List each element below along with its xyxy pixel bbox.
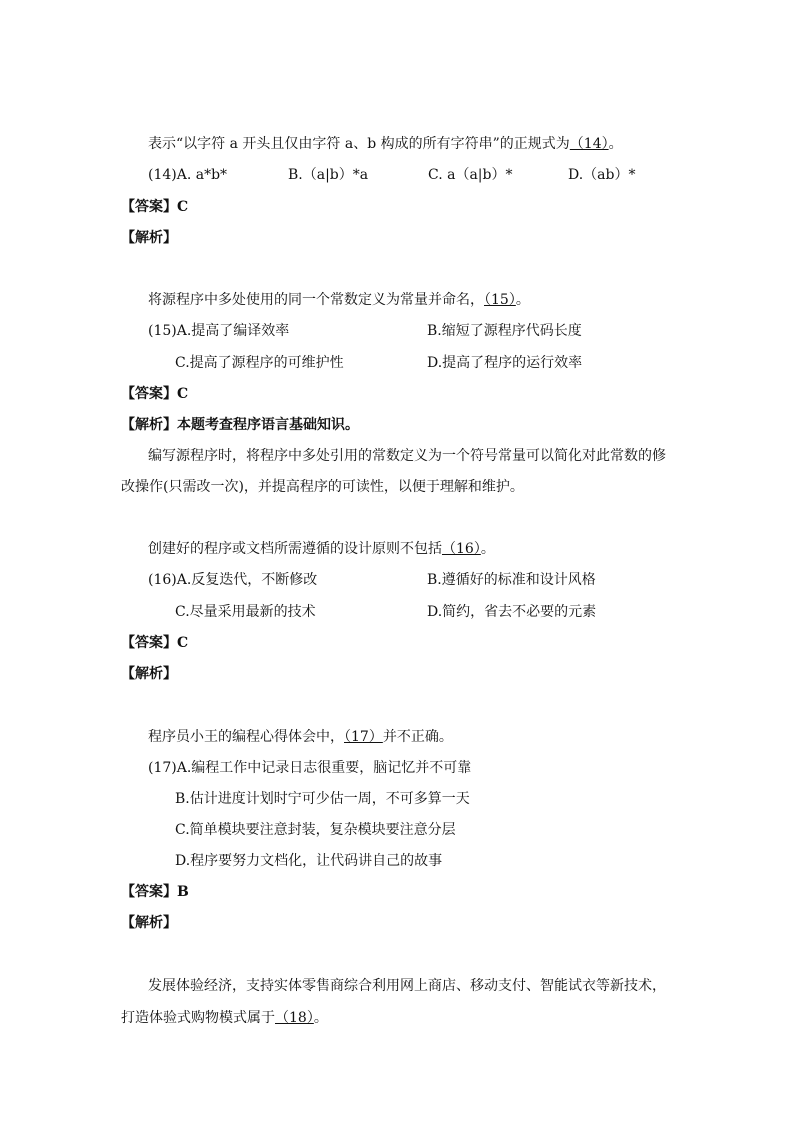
q14-answer: 【答案】C: [121, 199, 189, 215]
q14-stem: 表示“以字符 a 开头且仅由字符 a、b 构成的所有字符串”的正规式为（14）。: [148, 136, 623, 152]
q17-answer-value: B: [177, 884, 189, 900]
q16-option-c: C.尽量采用最新的技术: [175, 604, 316, 620]
q14-option-c: C. a（a|b）*: [428, 167, 513, 183]
q17-stem: 程序员小王的编程心得体会中，（17）并不正确。: [148, 729, 453, 745]
q16-analysis-label: 【解析】: [121, 666, 177, 682]
q14-option-b: B.（a|b）*a: [288, 167, 369, 183]
q14-options: [148, 165, 635, 185]
q14-blank: （14）: [569, 136, 609, 152]
q15-blank: （15）: [484, 292, 516, 308]
q15-option-b: B.缩短了源程序代码长度: [427, 323, 582, 339]
q17-option-d: D.程序要努力文档化，让代码讲自己的故事: [175, 853, 443, 869]
q15-analysis-title: 本题考查程序语言基础知识。: [177, 417, 359, 433]
q17-option-a: (17)A.编程工作中记录日志很重要，脑记忆并不可靠: [148, 760, 472, 776]
q14-answer-value: C: [177, 199, 189, 215]
q15-answer: 【答案】C: [121, 386, 189, 402]
q16-option-a: (16)A.反复迭代，不断修改: [148, 572, 318, 588]
q15-analysis: 【解析】本题考查程序语言基础知识。: [121, 417, 359, 433]
q14-option-d: D.（ab）*: [568, 167, 636, 183]
q15-option-c: C.提高了源程序的可维护性: [175, 355, 344, 371]
q18-blank: （18）: [275, 1010, 314, 1026]
q17-blank: （17）: [344, 729, 383, 745]
q17-analysis-label: 【解析】: [121, 915, 177, 931]
q18-stem-line2: 打造体验式购物模式属于（18）。: [121, 1010, 328, 1026]
q16-option-d: D.简约，省去不必要的元素: [427, 604, 597, 620]
q16-answer-value: C: [177, 635, 189, 651]
q14-analysis-label: 【解析】: [121, 230, 177, 246]
q16-stem: 创建好的程序或文档所需遵循的设计原则不包括（16）。: [148, 541, 495, 557]
q17-answer: 【答案】B: [121, 884, 189, 900]
q17-option-c: C.简单模块要注意封装，复杂模块要注意分层: [175, 822, 456, 838]
q16-answer: 【答案】C: [121, 635, 189, 651]
q16-blank: （16）: [442, 541, 481, 557]
q15-analysis-line1: 编写源程序时，将程序中多处引用的常数定义为一个符号常量可以简化对此常数的修: [148, 448, 666, 464]
q15-option-d: D.提高了程序的运行效率: [427, 355, 583, 371]
q15-stem: 将源程序中多处使用的同一个常数定义为常量并命名，（15）。: [148, 292, 530, 308]
q15-answer-value: C: [177, 386, 189, 402]
q16-option-b: B.遵循好的标准和设计风格: [427, 572, 596, 588]
q15-option-a: (15)A.提高了编译效率: [148, 323, 290, 339]
q17-option-b: B.估计进度计划时宁可少估一周，不可多算一天: [175, 791, 470, 807]
q14-option-a: (14)A. a*b*: [148, 167, 228, 183]
q15-analysis-line2: 改操作(只需改一次)，并提高程序的可读性，以便于理解和维护。: [121, 479, 524, 495]
q18-stem-line1: 发展体验经济，支持实体零售商综合利用网上商店、移动支付、智能试衣等新技术，: [148, 978, 666, 994]
